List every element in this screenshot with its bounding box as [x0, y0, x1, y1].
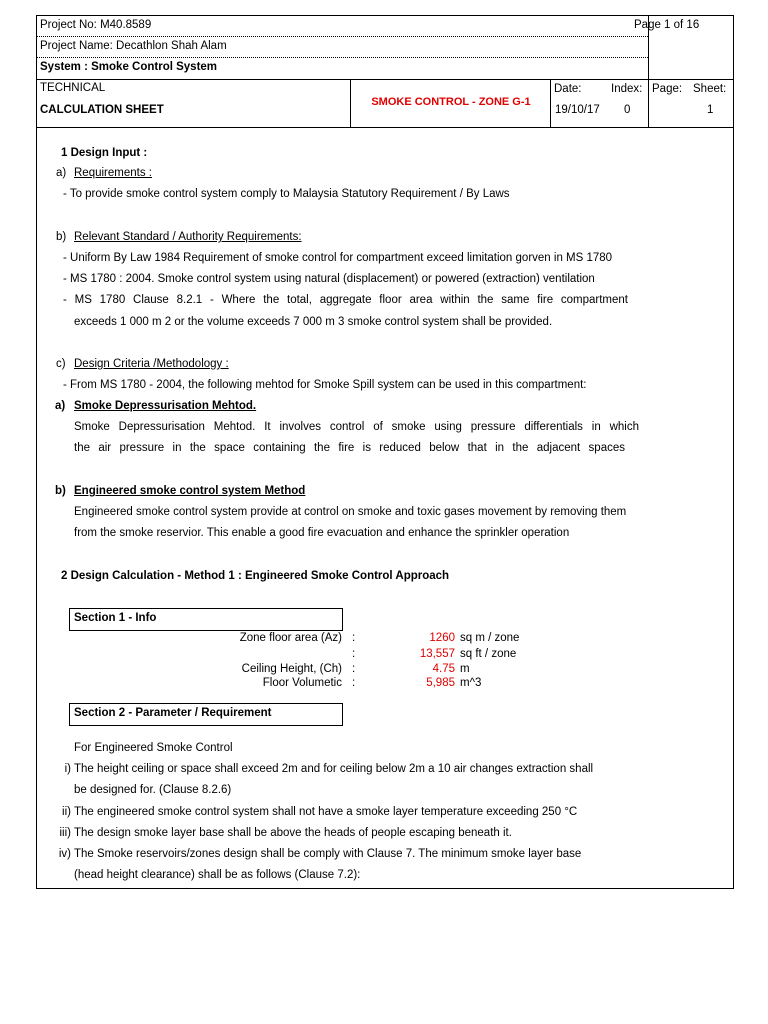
req-text: The height ceiling or space shall exceed 2m and for ceiling below 2m a 10 air changes extraction shall [74, 763, 594, 775]
page-label: Page: [652, 83, 683, 95]
requirements-title: Requirements : [74, 167, 152, 179]
info-value: 1260 [429, 632, 455, 644]
method-a-line: Smoke Depressurisation Mehtod. It involves control of smoke using pressure differentials in which [74, 421, 639, 433]
info-label: Floor Volumetic [262, 677, 342, 689]
header-divider-title-right [550, 79, 551, 127]
req-marker: i) [64, 763, 71, 775]
design-input-heading: 1 Design Input : [61, 147, 148, 159]
index-value: 0 [624, 104, 631, 116]
date-value: 19/10/17 [555, 104, 600, 116]
project-name: Project Name: Decathlon Shah Alam [40, 40, 227, 52]
section-2-title: Section 2 - Parameter / Requirement [74, 707, 272, 719]
method-b-line: from the smoke reservior. This enable a good fire evacuation and enhance the sprinkler operation [74, 527, 570, 539]
standard-item-continued: exceeds 1 000 m 2 or the volume exceeds 7 000 m 3 smoke control system shall be provided. [74, 316, 553, 328]
req-marker: iv) [58, 848, 71, 860]
page-of: Page 1 of 16 [634, 19, 700, 31]
for-engineered-text: For Engineered Smoke Control [74, 742, 233, 754]
calc-heading: 2 Design Calculation - Method 1 : Engineered Smoke Control Approach [61, 570, 450, 582]
system-name: System : Smoke Control System [40, 61, 218, 73]
info-unit: sq m / zone [460, 632, 520, 644]
standard-item: - MS 1780 : 2004. Smoke control system using natural (displacement) or powered (extraction) ventilation [63, 273, 595, 285]
project-number: Project No: M40.8589 [40, 19, 152, 31]
info-unit: m [460, 663, 470, 675]
info-colon: : [352, 677, 356, 689]
index-label: Index: [611, 83, 643, 95]
criteria-title: Design Criteria /Methodology : [74, 358, 229, 370]
sheet-label: Sheet: [693, 83, 727, 95]
req-text: The Smoke reservoirs/zones design shall be comply with Clause 7. The minimum smoke layer base [74, 848, 582, 860]
info-value: 4.75 [432, 663, 455, 675]
info-colon: : [352, 663, 356, 675]
a-marker: a) [56, 167, 67, 179]
sheet-title: SMOKE CONTROL - ZONE G-1 [371, 96, 531, 108]
header-rule-3 [36, 79, 734, 80]
method-a-line: the air pressure in the space containing the fire is reduced below that in the adjacent spaces [74, 442, 625, 454]
criteria-item: - From MS 1780 - 2004, the following mehtod for Smoke Spill system can be used in this compartment: [63, 379, 587, 391]
calc-sheet-label: CALCULATION SHEET [40, 104, 164, 116]
info-value: 13,557 [419, 648, 455, 660]
header-rule-2 [36, 57, 648, 58]
req-text: The design smoke layer base shall be above the heads of people escaping beneath it. [74, 827, 512, 839]
info-label: Zone floor area (Az) [239, 632, 342, 644]
info-colon: : [352, 632, 356, 644]
standard-item: - Uniform By Law 1984 Requirement of smoke control for compartment exceed limitation gorven in MS 1780 [63, 252, 613, 264]
req-text: The engineered smoke control system shall not have a smoke layer temperature exceeding 250 °C [74, 806, 578, 818]
method-b-line: Engineered smoke control system provide at control on smoke and toxic gases movement by removing them [74, 506, 627, 518]
sheet-value: 1 [707, 104, 714, 116]
info-unit: m^3 [460, 677, 482, 689]
b-marker: b) [56, 231, 67, 243]
header-rule-4 [36, 127, 734, 128]
info-unit: sq ft / zone [460, 648, 517, 660]
info-value: 5,985 [426, 677, 455, 689]
header-divider-title-left [350, 79, 351, 127]
header-rule-1 [36, 36, 648, 37]
requirement-item: - To provide smoke control system comply to Malaysia Statutory Requirement / By Laws [63, 188, 510, 200]
date-label: Date: [554, 83, 582, 95]
standard-item: - MS 1780 Clause 8.2.1 - Where the total, aggregate floor area within the same fire compartment [63, 294, 628, 306]
c-marker: c) [56, 358, 66, 370]
method-a-marker: a) [55, 400, 66, 412]
method-a-title: Smoke Depressurisation Mehtod. [74, 400, 257, 412]
method-b-marker: b) [55, 485, 66, 497]
method-b-title: Engineered smoke control system Method [74, 485, 306, 497]
header-divider-right [648, 15, 649, 127]
section-1-title: Section 1 - Info [74, 612, 157, 624]
req-marker: iii) [59, 827, 71, 839]
req-text-continued: be designed for. (Clause 8.2.6) [74, 784, 232, 796]
info-label: Ceiling Height, (Ch) [241, 663, 342, 675]
req-text-continued: (head height clearance) shall be as follows (Clause 7.2): [74, 869, 361, 881]
technical-label: TECHNICAL [40, 82, 106, 94]
standards-title: Relevant Standard / Authority Requirements: [74, 231, 302, 243]
info-colon: : [352, 648, 356, 660]
req-marker: ii) [62, 806, 71, 818]
